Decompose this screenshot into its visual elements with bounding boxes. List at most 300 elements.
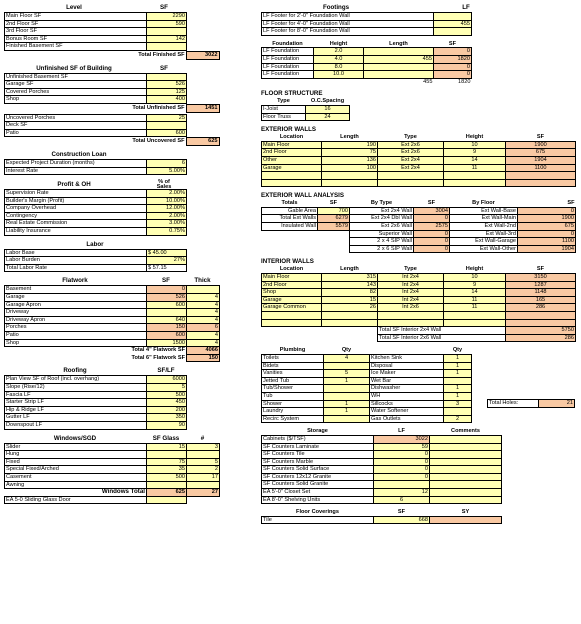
analysis-floor-value: 0 — [518, 207, 576, 215]
covering-sf[interactable]: 668 — [374, 516, 430, 524]
table-row — [262, 435, 502, 443]
analysis-type-label: Superior Wall — [350, 230, 414, 238]
int-sf: 1287 — [506, 281, 576, 289]
int-location[interactable]: Shop — [262, 289, 322, 297]
profit-label: Real Estate Commission — [5, 220, 147, 228]
table-row — [262, 164, 576, 172]
int-location-header: Location — [279, 266, 304, 273]
storage-label: EA 5'-0" Closet Set — [262, 489, 374, 497]
table-row — [262, 362, 576, 370]
ext-height[interactable]: 11 — [444, 164, 506, 172]
flatwork-header — [4, 277, 219, 285]
footing-value[interactable]: 455 — [434, 20, 472, 28]
storage-value[interactable]: 6 — [374, 496, 430, 504]
profit-value[interactable]: 2.00% — [147, 190, 187, 198]
labor-label: Labor Base — [5, 249, 147, 257]
roofing-value[interactable]: 450 — [147, 399, 187, 407]
roofing-value[interactable]: 90 — [147, 421, 187, 429]
foundation-height[interactable]: 4.0 — [314, 55, 364, 63]
fixture-label: Gas Outlets — [370, 415, 444, 423]
window-label: Casement — [5, 473, 147, 481]
table-row — [262, 71, 472, 79]
roofing-value[interactable]: 6000 — [147, 376, 187, 384]
profit-value[interactable]: 10.00% — [147, 197, 187, 205]
footing-value[interactable] — [434, 28, 472, 36]
floor-structure-spacing[interactable]: 16 — [306, 105, 350, 113]
analysis-floor-value: 1100 — [518, 238, 576, 246]
flatwork-thick[interactable]: 4 — [187, 301, 220, 309]
profit-pct-header — [144, 180, 184, 189]
flatwork-sf[interactable]: 600 — [147, 301, 187, 309]
profit-value[interactable]: 3.00% — [147, 220, 187, 228]
unfinished-table — [4, 73, 187, 104]
floor-structure-type-header: Type — [277, 98, 290, 105]
flatwork-label: Garage — [5, 294, 147, 302]
table-row — [5, 451, 220, 459]
ext-height[interactable]: 9 — [444, 149, 506, 157]
windows-header — [4, 435, 219, 443]
table-row — [262, 312, 576, 320]
storage-comment[interactable] — [430, 443, 502, 451]
table-row — [262, 172, 576, 180]
fixture-qty[interactable] — [324, 362, 370, 370]
fixture-label: Tub/Shower — [262, 385, 324, 393]
floor-structure-spacing-header: O.C.Spacing — [310, 98, 345, 105]
floor-coverings-title: Floor Coverings — [296, 509, 339, 516]
storage-label: Cabinets ($/TSF) — [262, 435, 374, 443]
ext-location[interactable]: 2nd Floor — [262, 149, 322, 157]
fixture-qty[interactable]: 2 — [444, 415, 472, 423]
unfinished-value[interactable]: 125 — [147, 88, 187, 96]
int-location[interactable]: Main Floor — [262, 274, 322, 282]
profit-value[interactable]: 0.75% — [147, 228, 187, 236]
table-row — [262, 230, 576, 238]
int-location[interactable]: 2nd Floor — [262, 281, 322, 289]
int-type[interactable]: Int 2x4 — [378, 296, 444, 304]
storage-value[interactable]: 0 — [374, 458, 430, 466]
flatwork-thick[interactable]: 4 — [187, 316, 220, 324]
ext-height[interactable]: 14 — [444, 156, 506, 164]
ext-location[interactable]: Garage — [262, 164, 322, 172]
exterior-walls-header-row — [262, 134, 576, 141]
fixture-qty[interactable]: 1 — [444, 385, 472, 393]
analysis-sf-header: SF — [329, 200, 338, 207]
int-sf: 3150 — [506, 274, 576, 282]
covering-sy — [430, 516, 502, 524]
level-label: Main Floor SF — [5, 13, 147, 21]
roofing-value[interactable]: 500 — [147, 391, 187, 399]
level-sf-header: SF — [160, 4, 168, 11]
storage-value[interactable] — [374, 481, 430, 489]
ext-analysis-table — [261, 200, 576, 253]
ext-length[interactable]: 75 — [322, 149, 378, 157]
ext-length[interactable]: 136 — [322, 156, 378, 164]
total-uncovered-label: Total Uncovered SF — [132, 138, 185, 145]
storage-comment[interactable] — [430, 496, 502, 504]
int-sf: 1148 — [506, 289, 576, 297]
storage-title: Storage — [307, 428, 328, 435]
floor-coverings-header-row — [262, 509, 502, 516]
table-row — [5, 114, 187, 122]
table-row — [5, 406, 187, 414]
flatwork-sf[interactable]: 1500 — [147, 339, 187, 347]
ext-sf: 1900 — [506, 141, 576, 149]
analysis-type-value: 0 — [414, 230, 450, 238]
int-type[interactable]: Int 2x4 — [378, 274, 444, 282]
total-holes-label: Total Holes: — [487, 399, 538, 408]
window-count[interactable] — [187, 451, 220, 459]
analysis-floor-value: 675 — [518, 223, 576, 231]
window-sf[interactable]: 35 — [147, 466, 187, 474]
int-type[interactable]: Int 2x6 — [378, 304, 444, 312]
uncovered-total — [4, 137, 220, 146]
int-total-2x6-value: 286 — [506, 334, 576, 342]
ext-location[interactable]: Other — [262, 156, 322, 164]
footing-label: LF Footer for 4'-0" Foundation Wall — [262, 20, 434, 28]
table-row — [5, 35, 187, 43]
foundation-label: LF Foundation — [262, 48, 314, 56]
floor-coverings-sy-header: SY — [461, 509, 470, 516]
window-count[interactable]: 5 — [187, 458, 220, 466]
labor-label: Labor Burden — [5, 257, 147, 265]
ext-length[interactable]: 100 — [322, 164, 378, 172]
table-row — [262, 156, 576, 164]
int-height[interactable]: 11 — [444, 304, 506, 312]
flatwork-thick[interactable] — [187, 286, 220, 294]
fixture-label: Toilets — [262, 354, 324, 362]
int-length[interactable]: 26 — [322, 304, 378, 312]
foundation-height-header: Height — [329, 40, 348, 47]
foundation-label: LF Foundation — [262, 71, 314, 79]
flatwork-label: Shop — [5, 339, 147, 347]
foundation-length-header: Length — [389, 40, 408, 47]
floor-structure-title: FLOOR STRUCTURE — [261, 90, 323, 98]
table-row — [262, 13, 472, 21]
table-row — [5, 376, 187, 384]
total-uncovered-value: 625 — [186, 138, 219, 146]
plumbing-blank-header — [370, 347, 444, 354]
unfinished-value[interactable] — [147, 73, 187, 81]
table-row — [5, 383, 187, 391]
roofing-value[interactable]: 350 — [147, 414, 187, 422]
flatwork-thick[interactable]: 4 — [187, 332, 220, 340]
profit-value[interactable]: 12.00% — [147, 205, 187, 213]
table-row — [262, 304, 576, 312]
storage-comment[interactable] — [430, 458, 502, 466]
flatwork-thick[interactable]: 4 — [187, 294, 220, 302]
analysis-floor-value: 0 — [518, 230, 576, 238]
exterior-walls-section — [261, 126, 575, 187]
footing-value[interactable] — [434, 13, 472, 21]
flatwork-label: Garage Apron — [5, 301, 147, 309]
unfinished-sf-header: SF — [160, 64, 168, 72]
storage-lf-header: LF — [398, 428, 405, 435]
fixture-qty[interactable]: 3 — [444, 400, 472, 408]
ext-length[interactable]: 190 — [322, 141, 378, 149]
ext-height[interactable]: 10 — [444, 141, 506, 149]
uncovered-value[interactable]: 25 — [147, 114, 187, 122]
table-row — [262, 327, 576, 335]
int-type[interactable]: Int 2x4 — [378, 281, 444, 289]
table-row — [262, 48, 472, 56]
int-total-2x4-value: 5750 — [506, 327, 576, 335]
int-location[interactable]: Garage Common — [262, 304, 322, 312]
ext-type[interactable]: Ext 2x4 — [378, 164, 444, 172]
construction-loan-header — [4, 151, 219, 159]
level-section — [4, 4, 219, 60]
table-row — [262, 141, 576, 149]
analysis-type-value: 0 — [414, 238, 450, 246]
analysis-floor-value: 1904 — [518, 245, 576, 253]
ext-sf: 1100 — [506, 164, 576, 172]
table-row — [262, 274, 576, 282]
left-column — [4, 4, 219, 509]
analysis-type-value: 2575 — [414, 223, 450, 231]
roofing-label: Plan View SF of Roof (incl. overhang) — [5, 376, 147, 384]
uncovered-label: Patio — [5, 129, 147, 137]
storage-value[interactable]: 0 — [374, 473, 430, 481]
storage-value[interactable]: 59 — [374, 443, 430, 451]
analysis-floor-label: Ext Wall-2nd — [450, 223, 518, 231]
loan-value[interactable]: 5.00% — [147, 167, 187, 175]
roofing-label: Starter Strip LF — [5, 399, 147, 407]
labor-value[interactable]: 27% — [147, 257, 187, 265]
fixture-qty[interactable]: 5 — [324, 370, 370, 378]
int-location[interactable]: Garage — [262, 296, 322, 304]
exterior-walls-table — [261, 134, 576, 187]
window-sf[interactable]: 75 — [147, 458, 187, 466]
foundation-length[interactable] — [364, 48, 434, 56]
int-total-2x6-label: Total SF Interior 2x6 Wall — [378, 334, 506, 342]
table-row — [5, 316, 220, 324]
int-length[interactable]: 315 — [322, 274, 378, 282]
table-row — [5, 249, 187, 257]
interior-walls-title: INTERIOR WALLS — [261, 258, 314, 266]
storage-comment[interactable] — [430, 466, 502, 474]
uncovered-value[interactable] — [147, 122, 187, 130]
table-row — [5, 167, 187, 175]
level-value[interactable]: 2290 — [147, 13, 187, 21]
roofing-value[interactable]: 200 — [147, 406, 187, 414]
flatwork-sf[interactable]: 640 — [147, 316, 187, 324]
profit-value[interactable]: 2.00% — [147, 212, 187, 220]
analysis-floor-label: Ext Wall-Garage — [450, 238, 518, 246]
analysis-total-value[interactable]: 700 — [318, 207, 350, 215]
window-label: Hung — [5, 451, 147, 459]
ext-type[interactable]: Ext 2x4 — [378, 156, 444, 164]
ext-type[interactable]: Ext 2x6 — [378, 141, 444, 149]
foundation-table — [261, 41, 472, 86]
window-count[interactable]: 17 — [187, 473, 220, 481]
fixture-qty[interactable] — [324, 392, 370, 400]
table-row — [5, 129, 187, 137]
floor-structure-section — [261, 90, 575, 121]
window-sf[interactable] — [147, 451, 187, 459]
fixture-label: Vanities — [262, 370, 324, 378]
fixture-label: Shower — [262, 400, 324, 408]
table-row — [262, 238, 576, 246]
level-value[interactable] — [147, 28, 187, 36]
foundation-height[interactable]: 2.0 — [314, 48, 364, 56]
foundation-height[interactable]: 8.0 — [314, 63, 364, 71]
labor-label: Total Labor Rate — [5, 264, 147, 272]
table-row — [5, 324, 220, 332]
storage-label: SF Counters Solid Surface — [262, 466, 374, 474]
window-sf[interactable]: 15 — [147, 443, 187, 451]
ext-type[interactable]: Ext 2x6 — [378, 149, 444, 157]
labor-value[interactable]: $ 45.00 — [147, 249, 187, 257]
storage-header-row — [262, 428, 502, 435]
foundation-height[interactable]: 10.0 — [314, 71, 364, 79]
fixture-label: WH — [370, 392, 444, 400]
flatwork-thick[interactable]: 6 — [187, 324, 220, 332]
flatwork-sf-header: SF — [162, 277, 170, 285]
windows-count-header: # — [200, 434, 205, 442]
uncovered-value[interactable]: 600 — [147, 129, 187, 137]
flatwork-title: Flatwork — [62, 277, 88, 285]
fixture-qty[interactable]: 1 — [324, 400, 370, 408]
fixture-qty[interactable] — [444, 408, 472, 416]
storage-comment[interactable] — [430, 489, 502, 497]
analysis-floor-label: Ext Wall-3rd — [450, 230, 518, 238]
table-row — [5, 301, 220, 309]
foundation-label: LF Foundation — [262, 55, 314, 63]
fixture-qty[interactable]: 1 — [324, 377, 370, 385]
foundation-label: LF Foundation — [262, 63, 314, 71]
unfinished-header — [4, 65, 219, 73]
window-count[interactable]: 2 — [187, 466, 220, 474]
flatwork-label: Basement — [5, 286, 147, 294]
storage-comment[interactable] — [430, 435, 502, 443]
fixture-qty[interactable]: 1 — [444, 362, 472, 370]
int-type[interactable]: Int 2x4 — [378, 289, 444, 297]
window-sf[interactable]: 500 — [147, 473, 187, 481]
roofing-table — [4, 375, 187, 429]
int-height[interactable]: 11 — [444, 296, 506, 304]
foundation-length[interactable]: 455 — [364, 55, 434, 63]
table-row — [5, 489, 220, 497]
loan-value[interactable]: 6 — [147, 159, 187, 167]
table-row — [262, 466, 502, 474]
profit-label: Supervision Rate — [5, 190, 147, 198]
window-extra-sf[interactable] — [147, 496, 187, 504]
foundation-length[interactable] — [364, 63, 434, 71]
storage-comment[interactable] — [430, 451, 502, 459]
uncovered-table — [4, 114, 187, 138]
table-row — [262, 113, 350, 121]
fixture-qty[interactable] — [324, 415, 370, 423]
floor-structure-table — [261, 98, 350, 121]
labor-value: $ 57.15 — [147, 264, 187, 272]
roofing-value[interactable]: 5 — [147, 383, 187, 391]
foundation-sf: 0 — [434, 48, 472, 56]
table-row — [262, 105, 350, 113]
table-row — [262, 370, 576, 378]
table-row — [262, 20, 472, 28]
table-row — [262, 223, 576, 231]
ext-location[interactable]: Main Floor — [262, 141, 322, 149]
unfinished-value[interactable]: 526 — [147, 81, 187, 89]
foundation-sf: 1820 — [434, 55, 472, 63]
level-value[interactable] — [147, 43, 187, 51]
int-length[interactable]: 82 — [322, 289, 378, 297]
int-height[interactable]: 14 — [444, 289, 506, 297]
right-column — [261, 4, 575, 529]
storage-value[interactable]: 0 — [374, 466, 430, 474]
foundation-length[interactable] — [364, 71, 434, 79]
flatwork-section — [4, 277, 219, 362]
table-row — [5, 391, 187, 399]
storage-table — [261, 428, 502, 504]
flatwork-thick[interactable]: 4 — [187, 339, 220, 347]
flatwork-sf[interactable] — [147, 309, 187, 317]
table-row — [262, 496, 502, 504]
fixture-qty[interactable]: 1 — [444, 354, 472, 362]
labor-table — [4, 249, 187, 273]
floor-structure-spacing[interactable]: 24 — [306, 113, 350, 121]
plumbing-table — [261, 347, 576, 423]
storage-comment[interactable] — [430, 473, 502, 481]
floor-structure-type: I-Joist — [262, 105, 306, 113]
fixture-qty[interactable]: 4 — [324, 354, 370, 362]
int-length[interactable]: 15 — [322, 296, 378, 304]
level-value[interactable]: 142 — [147, 35, 187, 43]
analysis-sf3-header: SF — [567, 200, 575, 207]
fixture-label: Sillcocks — [370, 400, 444, 408]
fixture-qty[interactable]: 1 — [324, 408, 370, 416]
table-row — [5, 458, 220, 466]
table-row — [262, 354, 576, 362]
storage-comment[interactable] — [430, 481, 502, 489]
roofing-sflf-header: SF/LF — [157, 367, 175, 375]
storage-label: SF Counters Marble — [262, 458, 374, 466]
interior-walls-table — [261, 266, 576, 342]
profit-header — [4, 180, 219, 189]
roofing-label: Hip & Ridge LF — [5, 406, 147, 414]
unfinished-label: Covered Porches — [5, 88, 147, 96]
window-count[interactable]: 3 — [187, 443, 220, 451]
table-row — [262, 319, 576, 327]
int-height[interactable]: 9 — [444, 281, 506, 289]
unfinished-value[interactable]: 400 — [147, 96, 187, 104]
fixture-qty[interactable] — [324, 385, 370, 393]
flatwork-thick[interactable]: 4 — [187, 309, 220, 317]
table-row — [262, 489, 502, 497]
unfinished-label: Garage SF — [5, 81, 147, 89]
table-row — [5, 414, 187, 422]
storage-value[interactable]: 0 — [374, 451, 430, 459]
window-count[interactable] — [187, 481, 220, 489]
int-length[interactable]: 143 — [322, 281, 378, 289]
analysis-type-label: Ext 2x4 Dbl Wall — [350, 215, 414, 223]
level-value[interactable]: 590 — [147, 20, 187, 28]
windows-title: Windows/SGD — [53, 434, 97, 442]
profit-label: Builder's Margin (Profit) — [5, 197, 147, 205]
storage-value[interactable]: 12 — [374, 489, 430, 497]
table-row — [262, 385, 576, 393]
storage-label: SF Counters 12x12 Granite — [262, 473, 374, 481]
fixture-qty[interactable]: 1 — [444, 370, 472, 378]
table-row — [5, 28, 187, 36]
table-row — [262, 281, 576, 289]
int-sf-header: SF — [536, 266, 545, 273]
fixture-qty[interactable]: 1 — [444, 392, 472, 400]
covering-label: Tile — [262, 516, 374, 524]
int-height[interactable]: 10 — [444, 274, 506, 282]
window-sf[interactable] — [147, 481, 187, 489]
analysis-total-value: 5579 — [318, 223, 350, 231]
fixture-qty[interactable] — [444, 377, 472, 385]
